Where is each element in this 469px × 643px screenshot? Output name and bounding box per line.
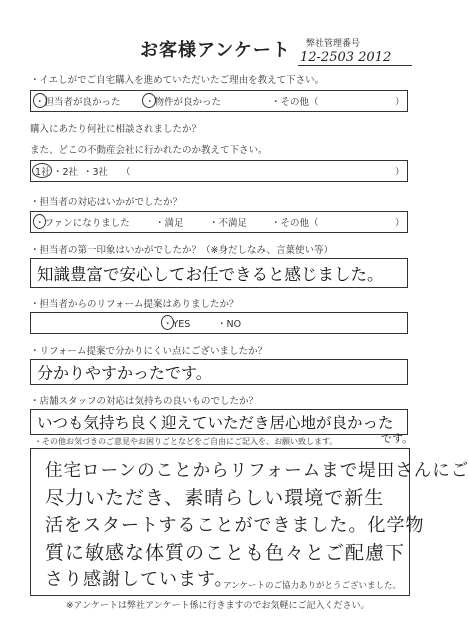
q2-question-1: 購入にあたり何社に相談されましたか？ bbox=[30, 124, 202, 135]
footer-note: ※アンケートは弊社アンケート係に行きますのでお気軽にご記入ください。 bbox=[66, 601, 370, 611]
q1-option-other-close: ） bbox=[395, 97, 405, 108]
q5-answer-box bbox=[30, 312, 408, 334]
q5-option-no[interactable]: ・NO bbox=[217, 319, 242, 330]
q1-option-agent[interactable]: ・担当者が良かった bbox=[35, 97, 121, 108]
q5-option-yes[interactable]: ・YES bbox=[163, 319, 191, 330]
q3-option-satisfied[interactable]: ・満足 bbox=[155, 218, 184, 229]
q3-answer-box bbox=[30, 211, 408, 233]
q2-option-1[interactable]: 1社 bbox=[35, 167, 51, 178]
comment-line-2: 尽力いただき、素晴らしい環境で新生 bbox=[45, 487, 385, 509]
q2-option-3[interactable]: ・3社 bbox=[83, 167, 109, 178]
q1-agent-circle-mark bbox=[33, 93, 47, 108]
q3-question: ・担当者の対応はいかがでしたか？ bbox=[30, 197, 183, 208]
q3-option-unsatisfied[interactable]: ・不満足 bbox=[209, 218, 248, 229]
q1-option-other[interactable]: ・その他（ bbox=[271, 97, 319, 108]
q6-answer-box bbox=[30, 359, 408, 385]
comment-line-1: 住宅ローンのことからリフォームまで堤田さんにご bbox=[45, 461, 469, 481]
q1-answer-box bbox=[30, 90, 408, 112]
comment-line-3: 活をスタートすることができました。化学物 bbox=[45, 515, 425, 536]
q3-option-other[interactable]: ・その他（ bbox=[271, 218, 319, 229]
q6-question: ・リフォーム提案で分かりにくい点にございましたか？ bbox=[30, 346, 268, 357]
q7-answer-box bbox=[30, 409, 408, 435]
q4-answer-box bbox=[30, 258, 408, 288]
q2-option-2[interactable]: ・2社 bbox=[53, 167, 79, 178]
comments-box bbox=[30, 448, 469, 596]
q8-question: ・その他お気づきのご意見やお困りごとなどをご自由にご記入を、お願い致します。 bbox=[34, 437, 338, 446]
q7-handwritten-answer: いつも気持ち良く迎えていただき居心地が良かった bbox=[37, 414, 394, 432]
comment-line-5: さり感謝しています。 bbox=[45, 569, 234, 590]
q3-option-fan[interactable]: ・ファンになりました bbox=[35, 218, 130, 229]
q1-option-property[interactable]: ・物件が良かった bbox=[145, 97, 222, 108]
control-number-value: 12-2503 2012 bbox=[298, 50, 412, 66]
thanks-message: アンケートのご協力ありがとうございました。 bbox=[223, 581, 401, 591]
control-number-label: 弊社管理番号 bbox=[306, 39, 361, 49]
q2-option-close: ） bbox=[395, 167, 405, 178]
q6-handwritten-answer: 分かりやすかったです。 bbox=[37, 363, 212, 383]
q2-answer-box bbox=[30, 160, 408, 182]
q7-handwritten-answer-end: です。 bbox=[381, 432, 414, 445]
q1-question: ・イエしがでご自宅購入を進めていただいたご理由を教えて下さい。 bbox=[30, 75, 325, 86]
comment-line-4: 質に敏感な体質のことも色々とご配慮下 bbox=[45, 542, 406, 564]
q4-question: ・担当者の第一印象はいかがでしたか？（※身だしなみ、言葉使い等） bbox=[30, 245, 334, 256]
q2-circle-mark bbox=[32, 163, 52, 178]
q2-question-2: また、どこの不動産会社に行かれたのか教えて下さい。 bbox=[30, 145, 268, 156]
q3-option-other-close: ） bbox=[395, 218, 405, 229]
q7-question: ・店舗スタッフの対応は気持ちの良いものでしたか？ bbox=[30, 396, 259, 407]
q1-property-circle-mark bbox=[142, 93, 156, 108]
q3-circle-mark bbox=[33, 214, 46, 229]
q2-option-open: （ bbox=[121, 167, 131, 178]
page-title: お客様アンケート bbox=[140, 40, 291, 61]
q5-yes-circle-mark bbox=[161, 315, 174, 330]
q5-question: ・担当者からのリフォーム提案はありましたか？ bbox=[30, 299, 239, 310]
q4-handwritten-answer: 知識豊富で安心してお任できると感じました。 bbox=[37, 265, 384, 284]
